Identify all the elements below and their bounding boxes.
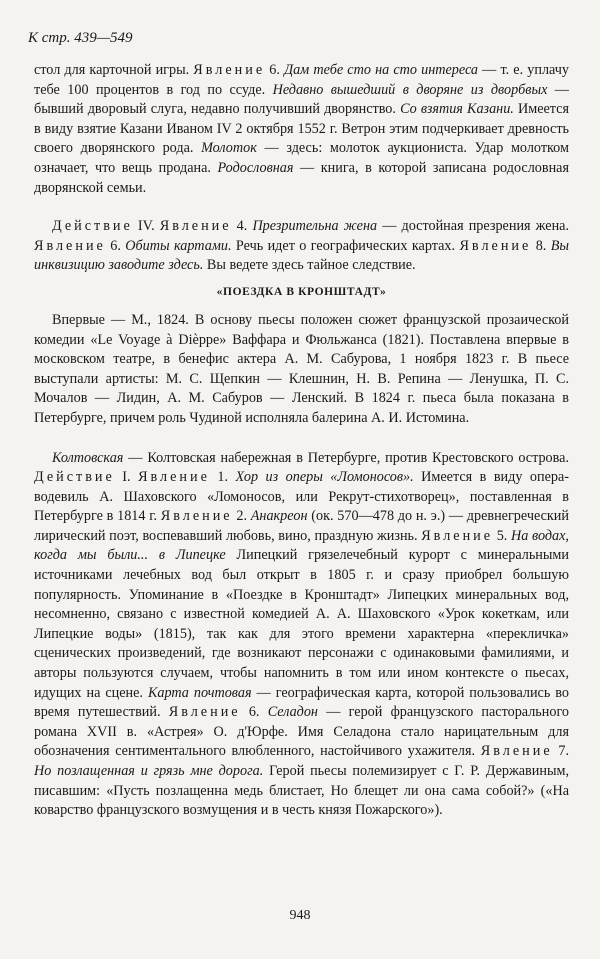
page-number: 948 [289, 908, 311, 923]
paragraph-gap [34, 198, 569, 217]
section-notes-block [34, 311, 569, 821]
notes-block [34, 61, 569, 276]
running-head: К стр. 439—549 [28, 30, 133, 46]
paragraph-gap [34, 429, 569, 449]
paragraph-p3: Впервые — М., 1824. В основу пьесы положен сюжет французской прозаической комедии «Le Voyage à Dièppe» Ваффара и Фюльжанса (1821). Поставлена впервые в московском театре, в бенефис актера А. М. Сабурова, 1 ноября 1823 г. В пьесе выступали артисты: М. С. Щепкин — Клешнин, Н. В. Репина — Ленушка, П. С. Мочалов — Лидин, А. М. Сабуров — Ленский. В 1824 г. пьеса была показана в Петербурге, причем роль Чудиной исполняла балерина А. И. Истомина. [34, 311, 569, 426]
page-body [28, 30, 570, 821]
paragraph-p1: стол для карточной игры. Явление 6. Дам тебе сто на сто интереса — т. е. уплачу тебе 100 процентов в год по ссуде. Недавно вышедший в дворяне из дворбвых — бывший дворовый слуга, недавно получивший дворянство. Со взятия Казани. Имеется в виду взятие Казани Иваном IV 2 октября 1552 г. Ветрон этим подчеркивает древность своего дворянского рода. Молоток — здесь: молоток аукциониста. Удар молотком означает, что вещь продана. Родословная — книга, в которой записана родословная дворянской семьи. [34, 62, 570, 196]
section-title: «ПОЕЗДКА В КРОНШТАДТ» [216, 285, 387, 298]
paragraph-p4: Колтовская — Колтовская набережная в Петербурге, против Крестовского острова. Действие I. Явление 1. Хор из оперы «Ломоносов». Имеется в виду опера-водевиль А. Шаховского «Ломоносов, или Рекрут-стихотворец», поставленная в Петербурге в 1814 г. Явление 2. Анакреон (ок. 570—478 до н. э.) — древнегреческий лирический поэт, воспевавший любовь, вино, праздную жизнь. Явление 5. На водах, когда мы были... в Липецке Липецкий грязелечебный курорт с минеральными источниками лечебных вод был открыт в 1805 г. и сразу приобрел большую популярность. Упоминание в «Поездке в Кронштадт» Липецких минеральных вод, несомненно, связано с известной комедией А. А. Шаховского «Урок кокеткам, или Липецкие воды» (1815), так как для этого времени характерна «перекличка» сценических произведений, где возникают персонажи с одинаковыми фамилиями, и авторы пользуются случаем, чтобы напомнить в том или ином контексте о пьесах, идущих на сцене. Карта почтовая — географическая карта, которой пользовались во время путешествий. Явление 6. Селадон — герой французского пасторального романа XVII в. «Астрея» О. д'Юрфе. Имя Селадона стало нарицательным для обозначения сентиментального влюбленного, настойчивого ухажителя. Явление 7. Но позлащенная и грязь мне дорога. Герой пьесы полемизирует с Г. Р. Державиным, писавшим: «Пусть позлащенна медь блистает, Но блещет ли она сама собой?» («На коварство французского возмущения и в честь князя Пожарского»). [34, 449, 570, 819]
paragraph-p2: Действие IV. Явление 4. Презрительна жена — достойная презрения жена. Явление 6. Обиты картами. Речь идет о географических картах. Явление 8. Вы инквизицию заводите здесь. Вы ведете здесь тайное следствие. [34, 218, 570, 274]
